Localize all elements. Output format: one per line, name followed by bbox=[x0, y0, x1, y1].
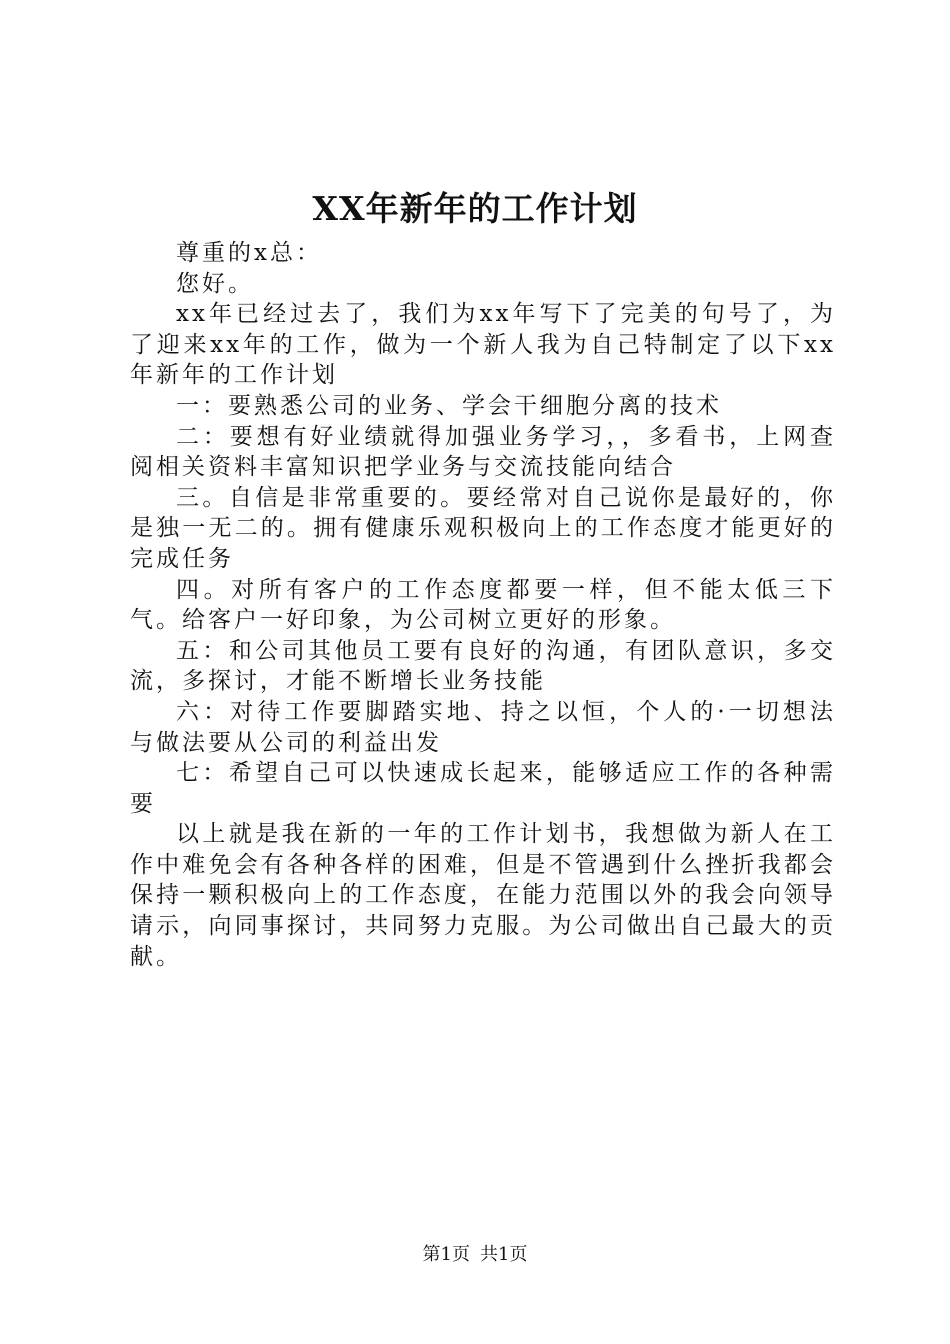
salutation: 尊重的x总： bbox=[176, 240, 322, 266]
closing-paragraph: 以上就是我在新的一年的工作计划书，我想做为新人在工作中难免会有各种各样的困难，但是不管遇到什么挫折我都会保持一颗积极向上的工作态度，在能力范围以外的我会向领导请示，向同事探讨，共同努力克服。为公司做出自己最大的贡献。 bbox=[130, 821, 836, 970]
plan-item-6: 六：对待工作要脚踏实地、持之以恒，个人的·一切想法与做法要从公司的利益出发 bbox=[130, 698, 836, 756]
greeting: 您好。 bbox=[176, 270, 254, 297]
page-total: 共1页 bbox=[480, 1244, 528, 1265]
plan-item-3: 三。自信是非常重要的。要经常对自己说你是最好的，你是独一无二的。拥有健康乐观积极向上的工作态度才能更好的完成任务 bbox=[130, 484, 836, 572]
page-footer bbox=[0, 1240, 950, 1270]
plan-item-4: 四。对所有客户的工作态度都要一样，但不能太低三下气。给客户一好印象，为公司树立更好的形象。 bbox=[130, 576, 836, 634]
page-number: 第1页 bbox=[422, 1244, 470, 1265]
plan-item-7: 七：希望自己可以快速成长起来，能够适应工作的各种需要 bbox=[130, 760, 836, 817]
plan-item-2: 二：要想有好业绩就得加强业务学习，，多看书，上网查阅相关资料丰富知识把学业务与交流技能向结合 bbox=[130, 423, 836, 481]
plan-item-1: 一：要熟悉公司的业务、学会干细胞分离的技术 bbox=[176, 392, 722, 419]
plan-item-5: 五：和公司其他员工要有良好的沟通，有团队意识，多交流，多探讨，才能不断增长业务技能 bbox=[130, 637, 836, 695]
document-title: XX年新年的工作计划 bbox=[312, 189, 638, 228]
document-body bbox=[130, 238, 836, 972]
intro-paragraph: xx年已经过去了，我们为xx年写下了完美的句号了，为了迎来xx年的工作，做为一个新人我为自己特制定了以下xx年新年的工作计划 bbox=[130, 301, 836, 389]
